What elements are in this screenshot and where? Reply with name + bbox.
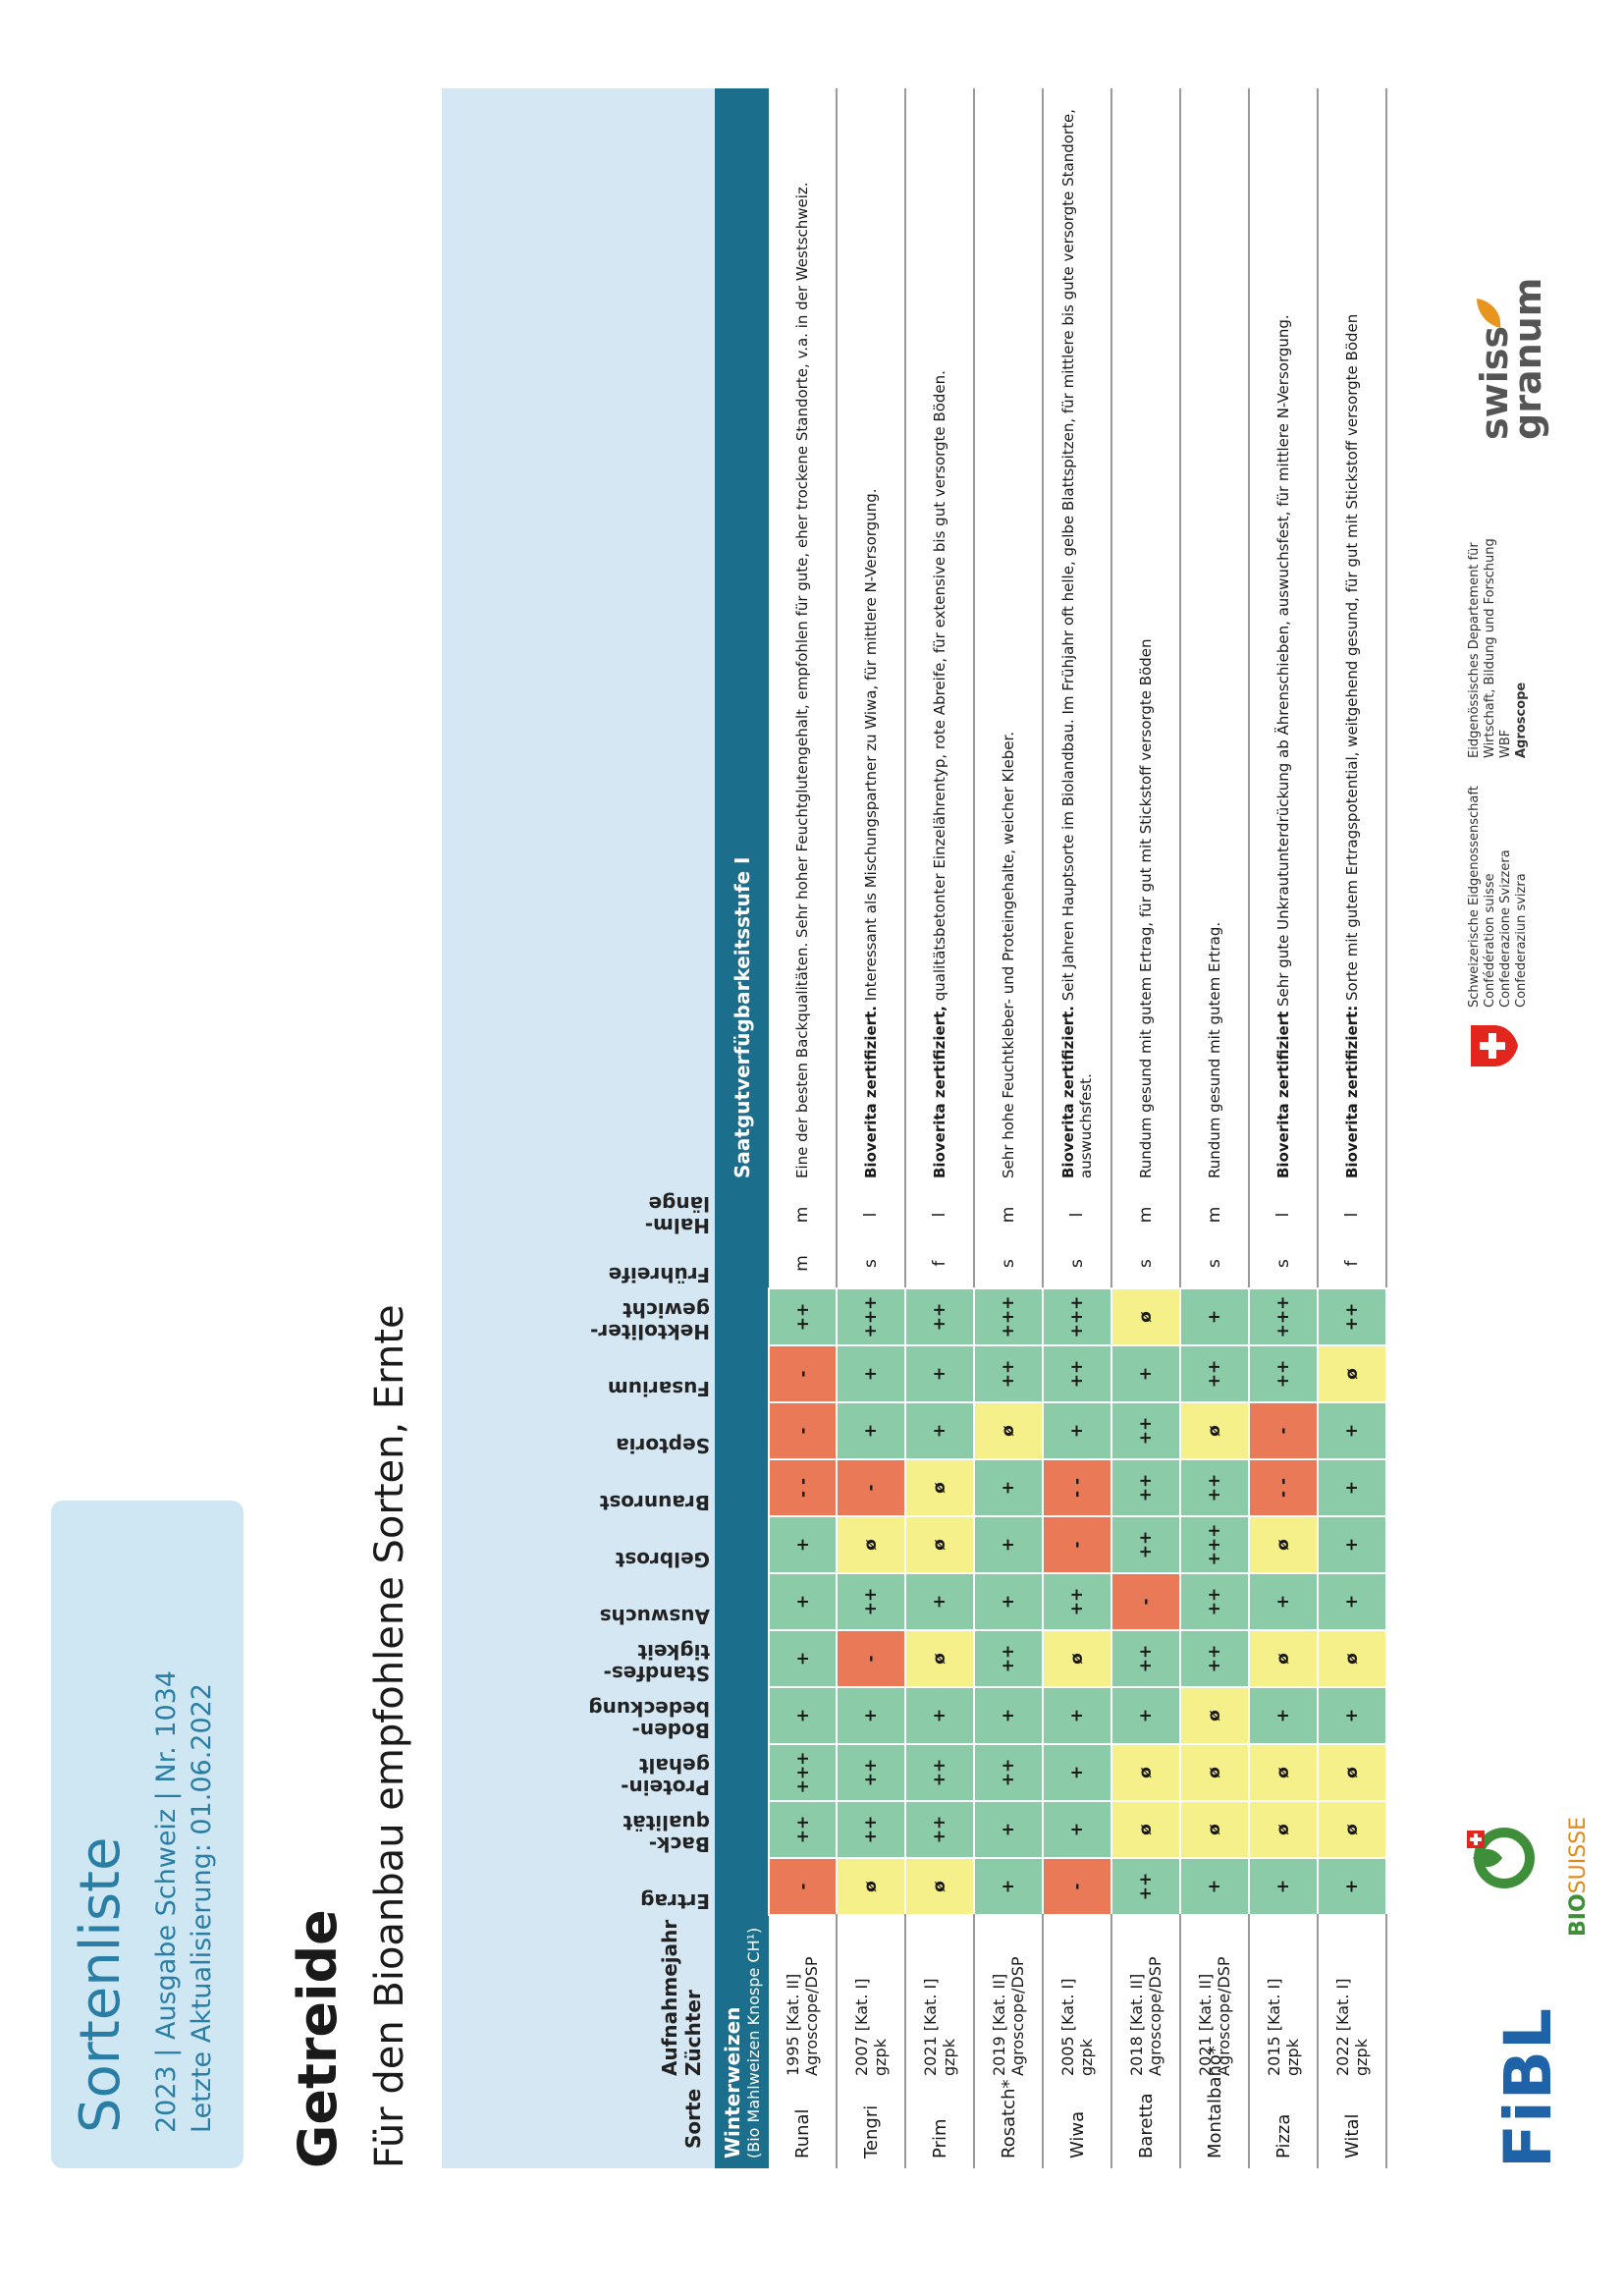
rating-ertrag: + (1318, 1858, 1386, 1915)
rating-boden: + (837, 1687, 905, 1744)
cell-jahr: 2021 [Kat. I] (921, 1978, 940, 2076)
fibl-logo: FiBL (1490, 2006, 1566, 2168)
header-banner (51, 1501, 244, 2168)
rating-fusarium: + (837, 1345, 905, 1402)
col-header-boden: Boden- bedeckung (442, 1687, 715, 1744)
wbf-text (1467, 519, 1530, 758)
rating-septoria: + (1318, 1402, 1386, 1459)
cell-bemerkung (769, 88, 837, 1190)
rating-ertrag: ++ (1111, 1858, 1180, 1915)
rating-boden: + (1249, 1687, 1318, 1744)
list-title: Sortenliste (69, 1836, 133, 2133)
cell-fruehreife: s (1111, 1239, 1180, 1288)
table-row (1180, 88, 1249, 2168)
rating-stand: ø (1249, 1630, 1318, 1687)
rating-back: + (974, 1801, 1043, 1858)
rating-protein: ++ (974, 1744, 1043, 1801)
cell-jahr: 2007 [Kat. I] (852, 1978, 871, 2076)
table-row (1249, 88, 1318, 2168)
rating-hekto: ø (1111, 1288, 1180, 1345)
rating-boden: + (1111, 1687, 1180, 1744)
col-header-bemerkungen (442, 88, 715, 1190)
cell-sorte: Tengri (837, 2084, 905, 2168)
bemerkung-highlight: Bioverita zertifiziert (1274, 1011, 1292, 1178)
table-row (1318, 88, 1386, 2168)
bemerkung-highlight: Bioverita zertifiziert, (931, 1006, 948, 1178)
bemerkung-text: Sehr gute Unkrautunterdrückung ab Ährenschieben, auswuchsfest, für mittlere N-Versorgung. (1274, 314, 1292, 1007)
swissgranum-word-1: swiss (1473, 326, 1516, 440)
rating-gelbrost: ø (905, 1516, 974, 1573)
cell-halmlaenge: l (1043, 1190, 1111, 1239)
rating-gelbrost: ø (837, 1516, 905, 1573)
col-header-jahr (442, 1915, 715, 2084)
rating-back: ø (1111, 1801, 1180, 1858)
rating-stand: ø (1318, 1630, 1386, 1687)
cell-fruehreife: s (1043, 1239, 1111, 1288)
cell-bemerkung (1180, 88, 1249, 1190)
cell-jahr: 1995 [Kat. II] (784, 1973, 802, 2076)
rating-boden: + (769, 1687, 837, 1744)
rating-fusarium: ++ (1043, 1345, 1111, 1402)
cell-fruehreife: s (1249, 1239, 1318, 1288)
table-row (1111, 88, 1180, 2168)
rating-back: ++ (769, 1801, 837, 1858)
bio-word: BIO (1566, 1893, 1591, 1937)
rating-stand: ++ (1111, 1630, 1180, 1687)
cell-bemerkung (905, 88, 974, 1190)
rating-boden: + (974, 1687, 1043, 1744)
cell-zuechter: Agroscope/DSP (802, 1956, 821, 2076)
rating-back: ø (1249, 1801, 1318, 1858)
wbf-line-1: Eidgenössisches Departement für (1467, 542, 1482, 758)
table-row (905, 88, 974, 2168)
cell-zuechter: Agroscope/DSP (1008, 1956, 1027, 2076)
agroscope-label: Agroscope (1514, 682, 1529, 758)
rating-septoria: ø (974, 1402, 1043, 1459)
rating-boden: + (905, 1687, 974, 1744)
cell-jahr: 2018 [Kat. II] (1127, 1973, 1146, 2076)
rating-gelbrost: ø (1249, 1516, 1318, 1573)
cell-halmlaenge: m (1111, 1190, 1180, 1239)
update-date: Letzte Aktualisierung: 01.06.2022 (187, 1683, 217, 2133)
cell-jahr: 2015 [Kat. I] (1265, 1978, 1283, 2076)
rating-hekto: +++ (1249, 1288, 1318, 1345)
rating-ertrag: + (974, 1858, 1043, 1915)
grain-icon (1471, 295, 1510, 334)
rating-fusarium: ++ (1180, 1345, 1249, 1402)
rating-gelbrost: +++ (1180, 1516, 1249, 1573)
bemerkung-text: Rundum gesund mit gutem Ertrag, für gut mit Stickstoff versorgte Böden (1137, 638, 1155, 1178)
cell-halmlaenge: l (905, 1190, 974, 1239)
rating-fusarium: + (905, 1345, 974, 1402)
cell-jahr: 2005 [Kat. I] (1058, 1978, 1077, 2076)
rating-ertrag: + (1180, 1858, 1249, 1915)
col-header-back: Back- qualität (442, 1801, 715, 1858)
cell-bemerkung (1318, 88, 1386, 1190)
rating-fusarium: ++ (974, 1345, 1043, 1402)
cell-bemerkung (1111, 88, 1180, 1190)
rating-protein: ø (1111, 1744, 1180, 1801)
rating-septoria: + (905, 1402, 974, 1459)
cell-zuechter: gzpk (1077, 2039, 1096, 2076)
bemerkung-text: qualitätsbetonter Einzelährentyp, rote Abreife, für extensive bis gut versorgte Böden. (931, 370, 948, 1002)
page-title: Getreide (287, 1909, 349, 2168)
cell-zuechter: gzpk (871, 2039, 890, 2076)
cell-sorte: Pizza (1249, 2084, 1318, 2168)
col-header-gelbrost: Gelbrost (442, 1516, 715, 1573)
bemerkung-highlight: Bioverita zertifiziert. (862, 1006, 880, 1178)
col-header-stand: Standfes- tigkeit (442, 1630, 715, 1687)
rating-auswuchs: + (974, 1573, 1043, 1630)
swissgranum-word-2: granum (1506, 277, 1549, 440)
rating-auswuchs: ++ (1180, 1573, 1249, 1630)
cell-halmlaenge: l (1318, 1190, 1386, 1239)
table-row (974, 88, 1043, 2168)
cell-zuechter: gzpk (1352, 2039, 1371, 2076)
col-header-protein: Protein- gehalt (442, 1744, 715, 1801)
confed-line-3: Confederazione Svizzera (1498, 849, 1513, 1008)
rating-protein: + (1043, 1744, 1111, 1801)
bemerkung-text: Rundum gesund mit gutem Ertrag. (1206, 921, 1223, 1178)
group-availability (715, 88, 769, 1190)
rating-gelbrost: ++ (1111, 1516, 1180, 1573)
cell-jahr-zuechter (837, 1915, 905, 2084)
rating-auswuchs: + (769, 1573, 837, 1630)
rating-back: ø (1318, 1801, 1386, 1858)
cell-halmlaenge: l (837, 1190, 905, 1239)
cell-bemerkung (837, 88, 905, 1190)
rating-protein: ø (1318, 1744, 1386, 1801)
col-header-halm: Halm- länge (442, 1190, 715, 1239)
table-row (837, 88, 905, 2168)
cell-jahr-zuechter (1180, 1915, 1249, 2084)
page-subtitle: Für den Bioanbau empfohlene Sorten, Ernte (367, 1304, 412, 2168)
rating-protein: ++ (837, 1744, 905, 1801)
group-label (715, 1190, 769, 2168)
col-header-hekto: Hektoliter- gewicht (442, 1288, 715, 1345)
rating-ertrag: ø (837, 1858, 905, 1915)
rating-braunrost: ø (905, 1459, 974, 1516)
rating-ertrag: ø (905, 1858, 974, 1915)
rating-septoria: ø (1180, 1402, 1249, 1459)
rating-braunrost: - - (769, 1459, 837, 1516)
cell-sorte: Wiwa (1043, 2084, 1111, 2168)
rating-protein: +++ (769, 1744, 837, 1801)
logo-footer (1437, 157, 1604, 2168)
cell-fruehreife: s (837, 1239, 905, 1288)
cell-fruehreife: m (769, 1239, 837, 1288)
cell-sorte: Baretta (1111, 2084, 1180, 2168)
rating-boden: ø (1180, 1687, 1249, 1744)
rating-septoria: + (837, 1402, 905, 1459)
rating-hekto: ++ (769, 1288, 837, 1345)
rating-stand: ++ (1180, 1630, 1249, 1687)
cell-halmlaenge: m (974, 1190, 1043, 1239)
swiss-shield-icon (1469, 1023, 1520, 1068)
rating-hekto: +++ (974, 1288, 1043, 1345)
cell-jahr-zuechter (905, 1915, 974, 2084)
rating-gelbrost: + (974, 1516, 1043, 1573)
group-subtitle: (Bio Mahlweizen Knospe CH¹) (743, 1927, 763, 2159)
rating-hekto: ++ (905, 1288, 974, 1345)
cell-halmlaenge: l (1249, 1190, 1318, 1239)
group-title: Winterweizen (720, 2006, 744, 2159)
cell-bemerkung (974, 88, 1043, 1190)
rating-stand: + (769, 1630, 837, 1687)
swissgranum-logo (1471, 185, 1589, 440)
cell-jahr-zuechter (1043, 1915, 1111, 2084)
cell-jahr: 2022 [Kat. I] (1333, 1978, 1352, 2076)
rating-stand: ++ (974, 1630, 1043, 1687)
table-header-row (442, 88, 715, 2168)
rating-hekto: ++ (1318, 1288, 1386, 1345)
rating-ertrag: + (1249, 1858, 1318, 1915)
cell-jahr: 2021 [Kat. II] (1196, 1973, 1215, 2076)
cell-bemerkung (1249, 88, 1318, 1190)
availability-label: Saatgutverfügbarkeitsstufe I (730, 856, 754, 1178)
col-header-jahr-line2: Züchter (681, 1990, 705, 2076)
rating-fusarium: ++ (1249, 1345, 1318, 1402)
bemerkung-text: Seit Jahren Hauptsorte im Biolandbau. Im Frühjahr oft helle, gelbe Blattspitzen, für mittlere bis gute versorgte Standorte, auswuchsfest. (1059, 109, 1095, 1178)
swiss-confederation-logo (1461, 519, 1598, 1068)
rating-auswuchs: + (905, 1573, 974, 1630)
col-header-jahr-line1: Aufnahmejahr (658, 1919, 681, 2076)
bemerkung-text: Eine der besten Backqualitäten. Sehr hoher Feuchtglutengehalt, empfohlen für gute, eher trockene Standorte, v.a. in der Westschweiz. (793, 182, 811, 1178)
rating-hekto: +++ (837, 1288, 905, 1345)
rating-auswuchs: ++ (1043, 1573, 1111, 1630)
cell-sorte: Runal (769, 2084, 837, 2168)
col-header-sorte: Sorte (442, 2084, 715, 2168)
cell-jahr: 2019 [Kat. II] (990, 1973, 1008, 2076)
cell-sorte: Rosatch* (974, 2084, 1043, 2168)
confed-line-4: Confederaziun svizra (1514, 873, 1529, 1008)
rating-back: ø (1180, 1801, 1249, 1858)
confed-line-1: Schweizerische Eidgenossenschaft (1467, 786, 1482, 1008)
table-row (1043, 88, 1111, 2168)
rating-braunrost: + (974, 1459, 1043, 1516)
rating-septoria: + (1043, 1402, 1111, 1459)
rating-fusarium: ø (1318, 1345, 1386, 1402)
col-header-ertrag: Ertrag (442, 1858, 715, 1915)
rating-protein: ø (1180, 1744, 1249, 1801)
rating-gelbrost: - (1043, 1516, 1111, 1573)
rating-auswuchs: + (1318, 1573, 1386, 1630)
rating-fusarium: - (769, 1345, 837, 1402)
bemerkung-highlight: Bioverita zertifiziert: (1343, 1005, 1361, 1178)
rating-septoria: - (1249, 1402, 1318, 1459)
bemerkung-text: Interessant als Mischungspartner zu Wiwa, für mittlere N-Versorgung. (862, 488, 880, 1002)
wbf-line-2: Wirtschaft, Bildung und Forschung WBF (1483, 538, 1513, 758)
cell-jahr-zuechter (1111, 1915, 1180, 2084)
rating-braunrost: - - (1043, 1459, 1111, 1516)
rating-stand: ø (905, 1630, 974, 1687)
cell-sorte: Prim (905, 2084, 974, 2168)
rating-stand: ø (1043, 1630, 1111, 1687)
cell-zuechter: Agroscope/DSP (1146, 1956, 1164, 2076)
rating-septoria: ++ (1111, 1402, 1180, 1459)
cell-jahr-zuechter (1249, 1915, 1318, 2084)
rating-gelbrost: + (769, 1516, 837, 1573)
bemerkung-text: Sehr hohe Feuchtkleber- und Proteingehalte, weicher Kleber. (1000, 731, 1017, 1178)
rating-gelbrost: + (1318, 1516, 1386, 1573)
cell-fruehreife: s (974, 1239, 1043, 1288)
cell-bemerkung (1043, 88, 1111, 1190)
rating-boden: + (1318, 1687, 1386, 1744)
cell-halmlaenge: m (769, 1190, 837, 1239)
cell-zuechter: gzpk (1283, 2039, 1302, 2076)
cell-fruehreife: s (1180, 1239, 1249, 1288)
cell-jahr-zuechter (769, 1915, 837, 2084)
rating-hekto: +++ (1043, 1288, 1111, 1345)
rating-braunrost: ++ (1111, 1459, 1180, 1516)
edition-info: 2023 | Ausgabe Schweiz | Nr. 1034 (151, 1669, 182, 2133)
table-row (769, 88, 837, 2168)
rating-stand: - (837, 1630, 905, 1687)
bemerkung-highlight: Bioverita zertifiziert. (1059, 1006, 1077, 1178)
cell-halmlaenge: m (1180, 1190, 1249, 1239)
rating-protein: ø (1249, 1744, 1318, 1801)
col-header-braunrost: Braunrost (442, 1459, 715, 1516)
biosuisse-logo (1461, 1730, 1608, 1937)
rating-boden: + (1043, 1687, 1111, 1744)
suisse-word: SUISSE (1566, 1816, 1591, 1894)
bud-icon (1461, 1819, 1540, 1897)
rating-back: + (1043, 1801, 1111, 1858)
col-header-fusarium: Fusarium (442, 1345, 715, 1402)
cell-fruehreife: f (905, 1239, 974, 1288)
cell-fruehreife: f (1318, 1239, 1386, 1288)
rating-fusarium: + (1111, 1345, 1180, 1402)
rating-back: ++ (905, 1801, 974, 1858)
rating-auswuchs: ++ (837, 1573, 905, 1630)
confederation-text (1467, 786, 1530, 1008)
cell-jahr-zuechter (974, 1915, 1043, 2084)
rating-septoria: - (769, 1402, 837, 1459)
rating-hekto: + (1180, 1288, 1249, 1345)
cell-jahr-zuechter (1318, 1915, 1386, 2084)
rating-auswuchs: - (1111, 1573, 1180, 1630)
rating-braunrost: - - (1249, 1459, 1318, 1516)
col-header-septoria: Septoria (442, 1402, 715, 1459)
cell-zuechter: gzpk (940, 2039, 958, 2076)
rating-braunrost: ++ (1180, 1459, 1249, 1516)
rating-back: ++ (837, 1801, 905, 1858)
confed-line-2: Confédération suisse (1483, 873, 1497, 1008)
group-row-winterweizen (715, 88, 769, 2168)
col-header-frueh: Frühreife (442, 1239, 715, 1288)
col-header-auswuchs: Auswuchs (442, 1573, 715, 1630)
rating-auswuchs: + (1249, 1573, 1318, 1630)
bemerkung-text: Sorte mit gutem Ertragspotential, weitgehend gesund, für gut mit Stickstoff versorgte Böden (1343, 313, 1361, 1001)
variety-table (442, 88, 1387, 2168)
biosuisse-wordmark (1566, 1817, 1591, 1937)
cell-sorte: Wital (1318, 2084, 1386, 2168)
rating-braunrost: + (1318, 1459, 1386, 1516)
cell-sorte: Montalbano* (1180, 2084, 1249, 2168)
rating-ertrag: - (1043, 1858, 1111, 1915)
rating-protein: ++ (905, 1744, 974, 1801)
rating-ertrag: - (769, 1858, 837, 1915)
cell-zuechter: Agroscope/DSP (1215, 1956, 1233, 2076)
rating-braunrost: - (837, 1459, 905, 1516)
